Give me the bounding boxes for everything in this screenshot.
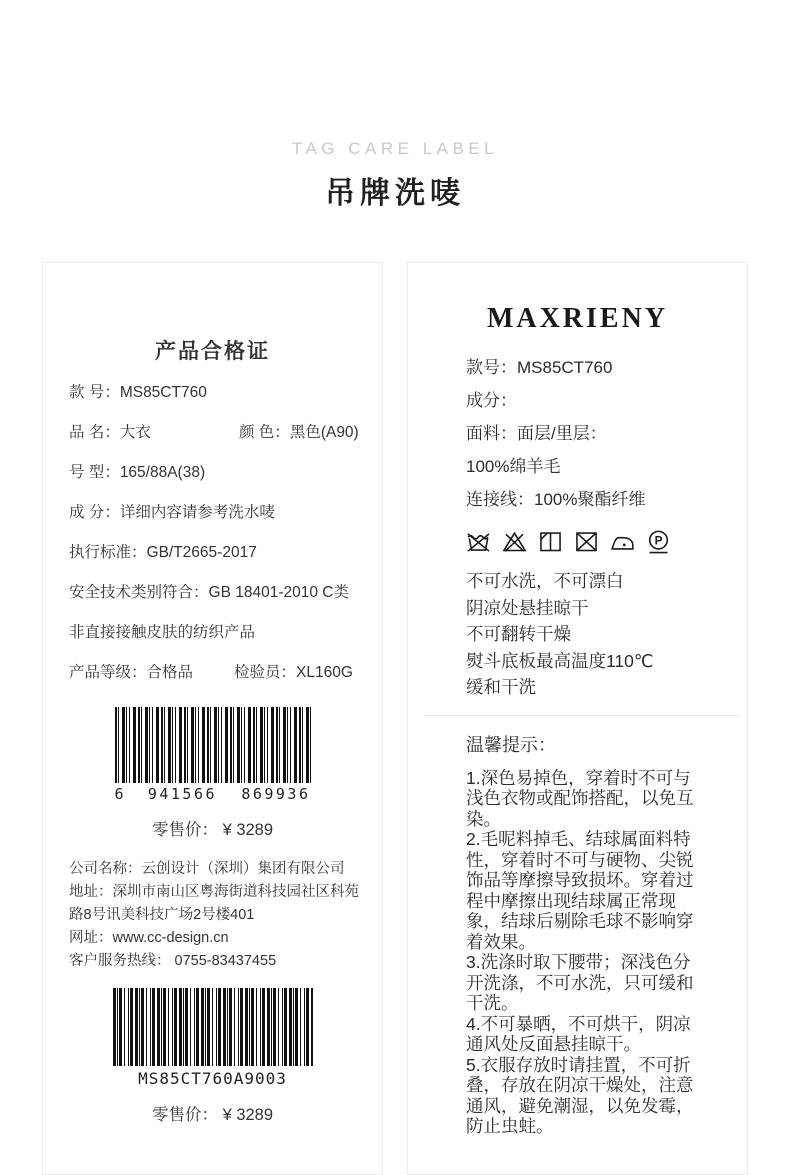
field-inspector: [234, 664, 353, 681]
barcode-bars: [113, 988, 313, 1066]
field-value: 100%聚酯纤维: [534, 490, 646, 509]
page-header: [0, 0, 790, 212]
barcode-text: MS85CT760A9003: [138, 1069, 287, 1088]
field-value: 详细内容请参考洗水唛: [119, 504, 275, 521]
care-fields: [466, 351, 717, 516]
field-value: XL160G: [296, 664, 353, 681]
iron-low-temp-one-dot-icon: [609, 528, 636, 555]
field-grade: [69, 653, 234, 693]
field-size: [69, 453, 370, 493]
svg-text:P: P: [654, 533, 663, 548]
tip-item: 3.洗涤时取下腰带；深浅色分开洗涤，不可水洗，只可缓和干洗。: [466, 952, 694, 1013]
retail-price: [43, 1101, 382, 1125]
field-label: 面料：: [466, 424, 517, 443]
header-subtitle: TAG CARE LABEL: [291, 139, 499, 158]
gentle-dry-clean-p-icon: [645, 528, 672, 555]
field-label: 款号：: [466, 358, 517, 377]
field-value: MS85CT760: [119, 384, 207, 401]
care-instructions: [466, 568, 717, 701]
field-standard: [69, 533, 370, 573]
field-name-and-color: [69, 413, 370, 453]
company-website: 网址：www.cc-design.cn: [69, 930, 229, 946]
certificate-fields: [69, 373, 370, 693]
do-not-bleach-icon: [501, 528, 528, 555]
field-value: GB 18401-2010 C类: [208, 584, 349, 601]
field-label: 款 号：: [69, 384, 120, 401]
field-safety-class: [69, 573, 370, 613]
field-label: 执行标准：: [69, 544, 147, 561]
field-value: MS85CT760: [517, 358, 613, 377]
page-title: 吊牌洗唛: [325, 177, 465, 210]
barcode-digits: [115, 785, 311, 803]
tips-list: [466, 768, 695, 1137]
section-divider: [424, 715, 739, 716]
field-style-no: [466, 351, 717, 384]
retail-price: [43, 816, 382, 840]
field-color: [239, 424, 359, 441]
care-symbols-row: [465, 528, 717, 555]
tip-item: 5.衣服存放时请挂置，不可折叠，存放在阴凉干燥处，注意通风，避免潮湿，以免发霉，防止虫蛀。: [466, 1054, 694, 1136]
retail-price-value: ¥ 3289: [222, 1106, 274, 1124]
tips-section: [466, 731, 695, 1137]
field-product-name: [69, 413, 239, 453]
shade-hang-dry-icon: [537, 528, 564, 555]
company-address: 地址：深圳市南山区粤海街道科技园社区科苑路8号讯美科技广场2号楼401: [69, 884, 359, 923]
tags-container: [0, 262, 790, 1175]
care-instruction-line: 熨斗底板最高温度110℃: [466, 650, 654, 671]
field-fabric-content: 100%绵羊毛: [466, 457, 561, 476]
field-label: 连接线：: [466, 490, 534, 509]
tip-item: 4.不可暴晒，不可烘干，阴凉通风处反面悬挂晾干。: [466, 1013, 691, 1054]
field-composition: 成分：: [466, 391, 517, 410]
do-not-tumble-dry-icon: [573, 528, 600, 555]
field-thread: [466, 483, 717, 516]
care-instruction-line: 缓和干洗: [466, 677, 536, 697]
barcode-digit-prefix: 6: [114, 785, 124, 803]
barcode-digit-group: 869936: [241, 785, 311, 803]
field-value: 面层/里层：: [517, 424, 607, 443]
care-instruction-line: 不可水洗，不可漂白: [466, 571, 624, 591]
do-not-wash-icon: [465, 528, 492, 555]
field-value: 黑色(A90): [289, 424, 359, 441]
barcode-ean13: [115, 707, 311, 803]
field-composition: [69, 493, 370, 533]
field-label: 安全技术类别符合：: [69, 584, 209, 601]
tip-item: 1.深色易掉色，穿着时不可与浅色衣物或配饰搭配，以免互染。: [466, 767, 694, 829]
barcode-code128: [113, 988, 313, 1088]
company-hotline: 客户服务热线： 0755-83437455: [69, 953, 277, 969]
care-instruction-line: 不可翻转干燥: [466, 624, 571, 644]
tip-item: 2.毛呢料掉毛、结球属面料特性，穿着时不可与硬物、尖锐饰品等摩擦导致损坏。穿着过程中摩擦出现结球属正常现象，结球后剔除毛球不影响穿着效果。: [466, 829, 694, 952]
product-certificate-tag: [42, 262, 383, 1175]
field-label: 产品等级：: [69, 664, 147, 681]
brand-logo: MAXRIENY: [486, 303, 669, 334]
tips-heading: 温馨提示：: [466, 734, 556, 755]
field-grade-and-inspector: [69, 653, 370, 693]
retail-price-value: ¥ 3289: [222, 821, 274, 839]
field-label: 号 型：: [69, 464, 120, 481]
field-value: 165/88A(38): [119, 464, 206, 481]
care-instruction-line: 阴凉处悬挂晾干: [466, 597, 589, 618]
field-label: 检验员：: [234, 664, 297, 681]
field-style-no: [69, 373, 370, 413]
retail-price-label: 零售价：: [151, 821, 218, 839]
field-value: GB/T2665-2017: [146, 544, 257, 561]
field-label: 颜 色：: [239, 424, 290, 441]
field-fabric: [466, 417, 717, 450]
field-value: 大衣: [119, 424, 151, 441]
field-safety-note: 非直接接触皮肤的纺织产品: [69, 624, 256, 641]
barcode-bars: [115, 707, 311, 783]
field-label: 成 分：: [69, 504, 120, 521]
field-value: 合格品: [146, 664, 194, 681]
company-info: [69, 858, 370, 973]
retail-price-label: 零售价：: [151, 1106, 218, 1124]
care-label-tag: [407, 262, 748, 1175]
certificate-title: 产品合格证: [155, 340, 270, 363]
field-label: 品 名：: [69, 424, 120, 441]
barcode-digit-group: 941566: [147, 785, 218, 803]
company-name: 公司名称：云创设计（深圳）集团有限公司: [69, 861, 345, 877]
